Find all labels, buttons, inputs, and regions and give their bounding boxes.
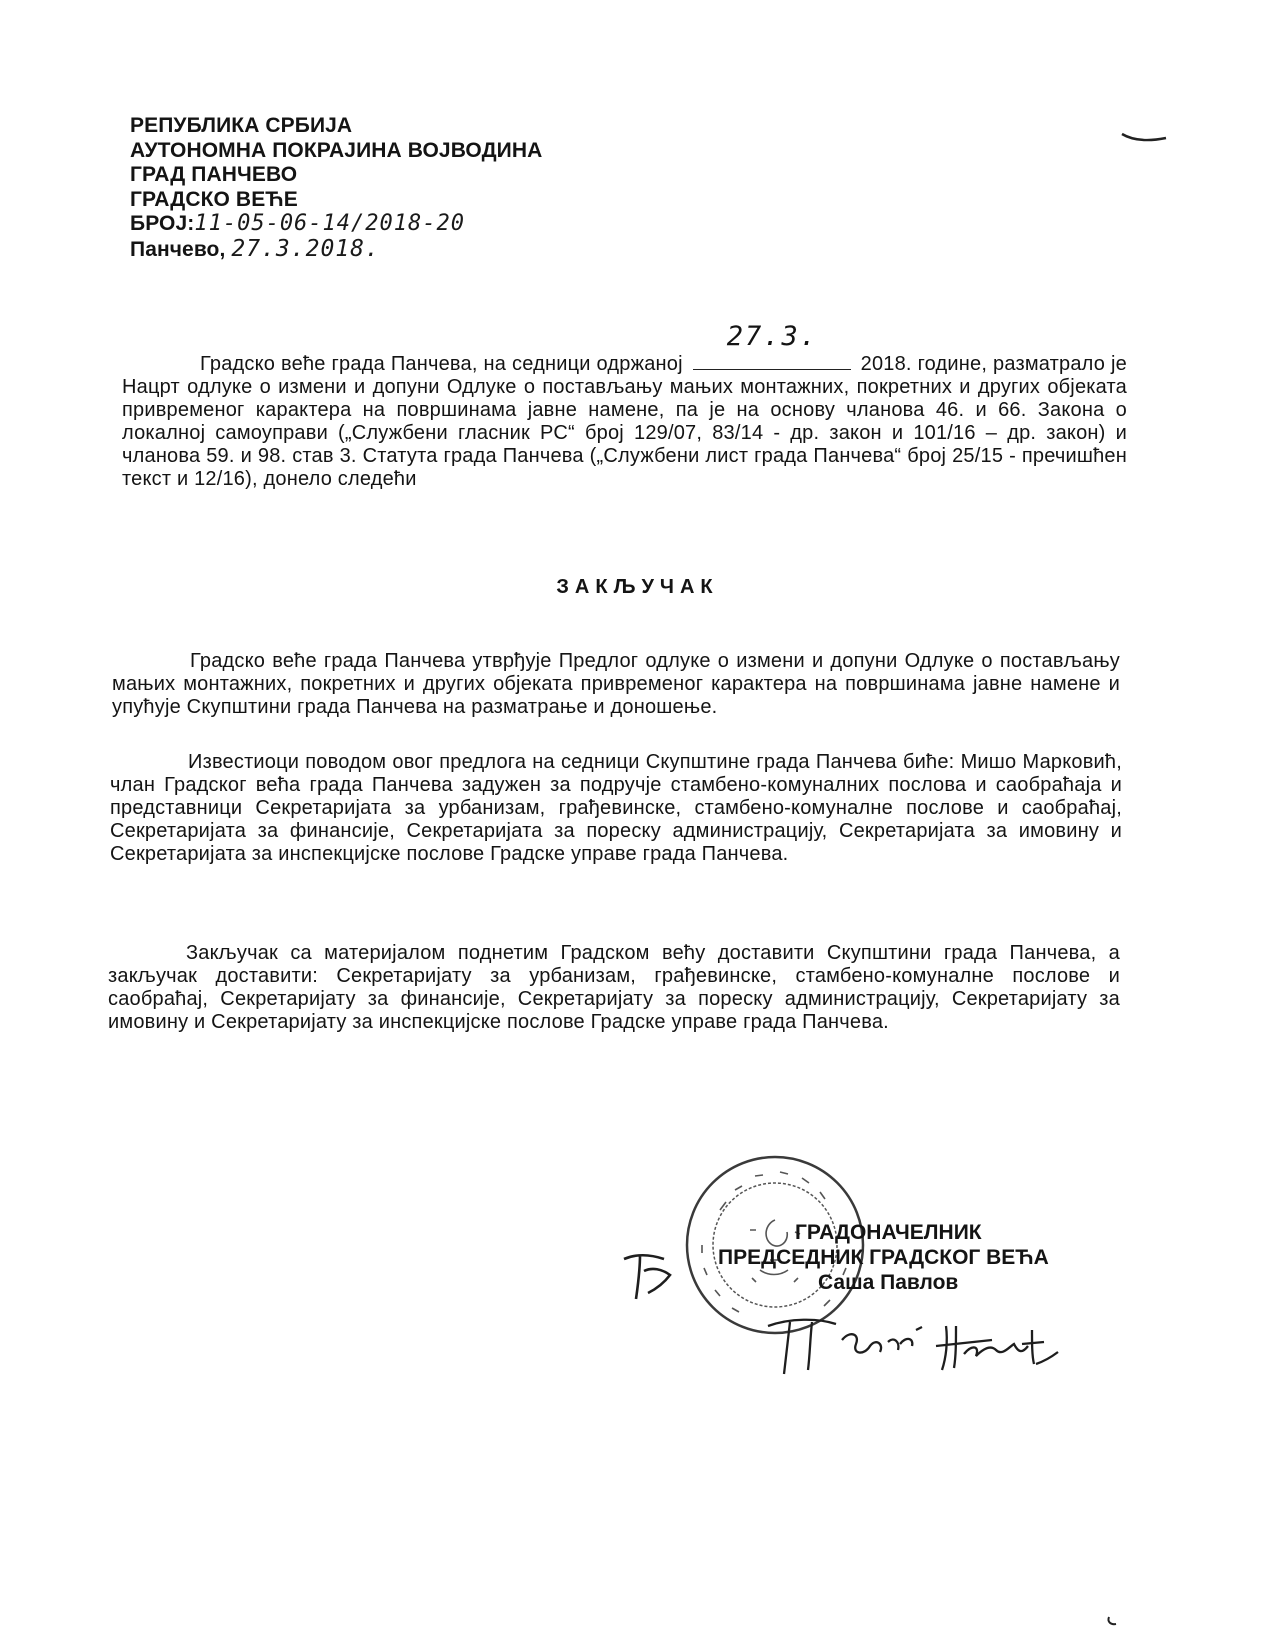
scan-mark-top-right: [1120, 128, 1170, 148]
document-header: [130, 114, 542, 262]
conclusion-text-2: Известиоци поводом овог предлога на седници Скупштине града Панчева биће: Мишо Марковић, члан Градског већа града Панчева задужен за подручје стамбено-комуналних послова и саобраћаја и представници Секретаријата за урбанизам, грађевинске, стамбено-комуналне послове и саобраћај, Секретаријата за финансије, Секретаријата за пореску администрацију, Секретаријата за имовину и Секретаријата за инспекцијске послове Градске управе града Панчева.: [110, 751, 1122, 865]
conclusion-text-3: Закључак са материјалом поднетим Градском већу доставити Скупштини града Панчева, а закључак доставити: Секретаријату за урбанизам, грађевинске, стамбено-комуналне послове и саобраћај, Секретаријату за финансије, Секретаријату за пореску администрацију, Секретаријату за имовину и Секретаријату за инспекцијске послове Градске управе града Панчева.: [108, 942, 1120, 1033]
header-city: ГРАД ПАНЧЕВО: [130, 163, 298, 186]
signature-title-mayor: ГРАДОНАЧЕЛНИК: [795, 1221, 982, 1244]
conclusion-text-1: Градско веће града Панчева утврђује Предлог одлуке о измени и допуни Одлуке о постављању мањих монтажних, покретних и других објеката привременог карактера на површинама јавне намене и упућује Скупштини града Панчева на разматрање и доношење.: [112, 650, 1120, 718]
initials-scribble: [618, 1245, 678, 1305]
header-province: АУТОНОМНА ПОКРАЈИНА ВОЈВОДИНА: [130, 138, 543, 162]
conclusion-paragraph-3: [108, 942, 1120, 1034]
intro-text-after: 2018. године, разматрало је Нацрт одлуке о измени и допуни Одлуке о постављању мањих монтажних, покретних и других објеката привременог карактера на површинама јавне намене, па је на основу чланова 46. и 66. Закона о локалној самоуправи („Службени гласник РС“ број 129/07, 83/14 - др. закон и 101/16 – др. закон) и чланова 59. и 98. став 3. Статута града Панчева („Службени лист града Панчева“ број 25/15 - пречишћен текст и 12/16), донело следећи: [122, 353, 1127, 490]
session-date-handwritten: 27.3.: [726, 321, 818, 352]
header-number-row: [130, 212, 542, 237]
number-label: БРОЈ:: [130, 212, 195, 235]
header-place-date-row: [130, 237, 542, 263]
number-handwritten: 11-05-06-14/2018-20: [194, 211, 466, 236]
session-date-blank: [693, 321, 851, 370]
date-handwritten: 27.3.2018.: [231, 235, 380, 262]
header-republic: РЕПУБЛИКА СРБИЈА: [130, 114, 353, 137]
handwritten-signature: [760, 1300, 1090, 1380]
signature-title-president: ПРЕДСЕДНИК ГРАДСКОГ ВЕЋА: [718, 1246, 1049, 1269]
signature-block: [700, 1220, 1049, 1295]
intro-paragraph: [122, 321, 1127, 491]
conclusion-paragraph-2: [110, 751, 1122, 866]
intro-text-before: Градско веће града Панчева, на седници одржаној: [200, 353, 683, 375]
scan-mark-bottom-right: [1106, 1614, 1120, 1628]
signature-name: Саша Павлов: [818, 1271, 959, 1294]
document-title: ЗАКЉУЧАК: [556, 576, 719, 598]
header-council: ГРАДСКО ВЕЋЕ: [130, 187, 298, 211]
place-label: Панчево,: [130, 237, 226, 261]
conclusion-paragraph-1: [112, 650, 1120, 719]
